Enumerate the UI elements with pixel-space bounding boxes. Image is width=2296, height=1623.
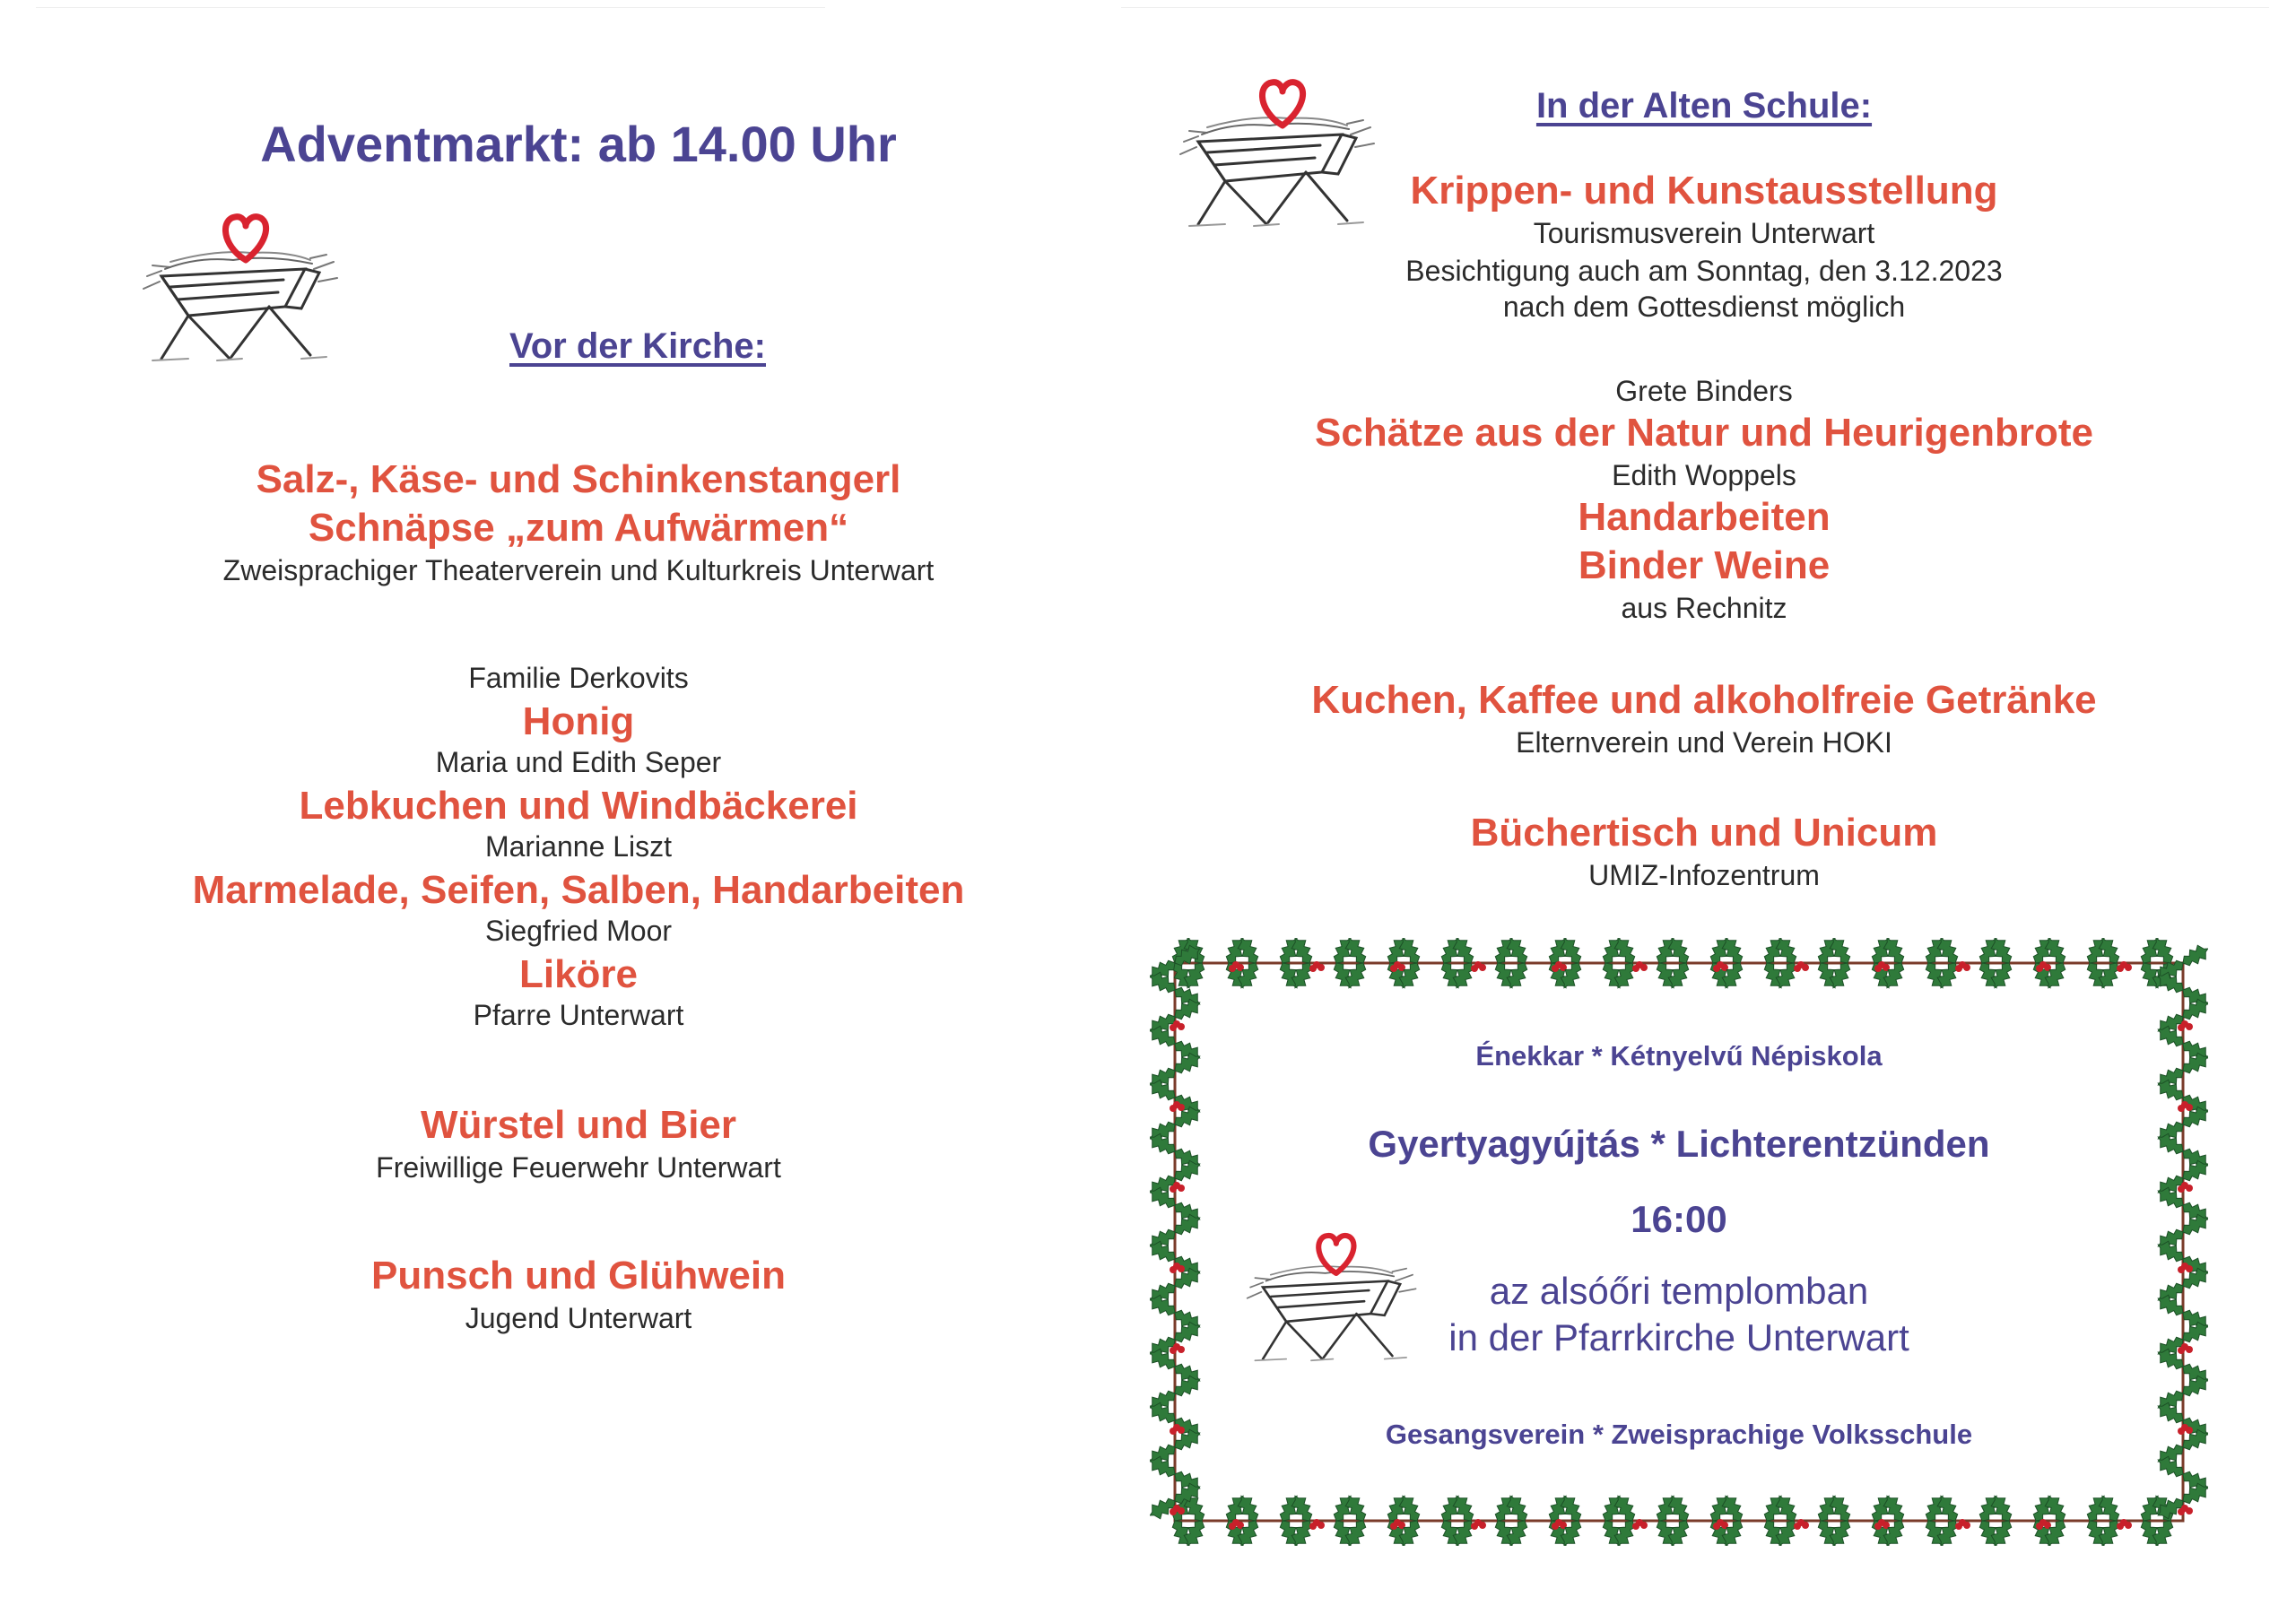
vendor-feuerwehr: Freiwillige Feuerwehr Unterwart [376,1151,781,1184]
vendor-jugend: Jugend Unterwart [465,1302,692,1334]
holly-berry [1170,1024,1177,1031]
holly-berry [2117,965,2124,972]
vendor-umiz: UMIZ-Infozentrum [1588,859,1820,891]
holly-berry [1955,1523,1962,1530]
holly-berry [1309,1523,1317,1530]
item-kuchen-kaffee: Kuchen, Kaffee und alkoholfreie Getränke [1311,678,2097,722]
holly-berry [1713,1523,1720,1530]
holly-berry [2036,1523,2043,1530]
holly-berry [1170,1185,1177,1193]
place-hungarian: az alsóőri templomban [1489,1270,1869,1312]
holly-berry [2178,1105,2185,1112]
item-punsch: Punsch und Glühwein [371,1254,786,1298]
holly-berry [1390,1523,1397,1530]
holly-berry [1802,964,1809,971]
event-time: 16:00 [1631,1198,1727,1240]
vendor-derkovits: Familie Derkovits [468,662,689,694]
headline-adventmarkt: Adventmarkt: ab 14.00 Uhr [260,116,897,172]
holly-berry [1640,1522,1648,1529]
holly-berry [1390,965,1397,972]
holly-berry [2186,1185,2193,1192]
manger-heart-icon [135,206,341,368]
holly-berry [2125,1522,2132,1529]
holly-berry [1794,965,1801,972]
holly-berry [1229,1523,1236,1530]
item-binder-weine: Binder Weine [1578,543,1831,587]
item-krippenausstellung: Krippen- und Kunstausstellung [1410,169,1998,213]
holly-berry [1955,965,1962,972]
item-lebkuchen: Lebkuchen und Windbäckerei [299,784,858,828]
vendor-tourismusverein: Tourismusverein Unterwart [1533,217,1875,249]
item-schnaepse: Schnäpse „zum Aufwärmen“ [308,506,849,550]
vendor-pfarre: Pfarre Unterwart [473,999,684,1031]
holly-frame-box [1150,938,2208,1546]
vendor-seper: Maria und Edith Seper [435,746,722,778]
note-besichtigung: Besichtigung auch am Sonntag, den 3.12.2023 [1405,255,2003,287]
holly-berry [1479,964,1486,971]
candle-lighting-title: Gyertyagyújtás * Lichterentzünden [1368,1123,1990,1165]
scan-edge-line [36,7,825,8]
scan-edge-line [1121,7,2269,8]
holly-berry [2117,1523,2124,1530]
holly-berry [1874,1523,1882,1530]
holly-berry [2178,1185,2185,1193]
holly-berry [1170,1105,1177,1112]
holly-berry [1963,1522,1970,1529]
vendor-woppels: Edith Woppels [1612,459,1796,491]
holly-berry [1471,1523,1478,1530]
holly-berry [1170,1508,1177,1515]
holly-berry [2036,965,2043,972]
holly-berry [1552,1523,1559,1530]
item-buechertisch: Büchertisch und Unicum [1470,811,1938,855]
holly-berry [1640,964,1648,971]
vendor-elternverein: Elternverein und Verein HOKI [1516,726,1892,759]
choir-line-hungarian: Énekkar * Kétnyelvű Népiskola [1475,1040,1883,1072]
choir-line-german: Gesangsverein * Zweisprachige Volksschule [1385,1419,1973,1450]
section-title-alte-schule: In der Alten Schule: [1535,86,1873,126]
holly-berry [1471,965,1478,972]
holly-berry [1178,1507,1185,1515]
holly-berry [2186,1104,2193,1111]
holly-berry [2125,964,2132,971]
note-rechnitz: aus Rechnitz [1621,592,1787,624]
vendor-liszt: Marianne Liszt [484,830,673,863]
holly-berry [1713,965,1720,972]
holly-berry [1552,965,1559,972]
vendor-grete-binders: Grete Binders [1615,375,1793,407]
vendor-moor: Siegfried Moor [484,915,673,947]
holly-berry [2186,1507,2193,1515]
holly-berry [1632,1523,1639,1530]
holly-berry [1229,965,1236,972]
holly-berry [1802,1522,1809,1529]
holly-berry [1963,964,1970,971]
holly-berry [1309,965,1317,972]
item-salzstangerl: Salz-, Käse- und Schinkenstangerl [256,457,901,501]
item-schaetze: Schätze aus der Natur und Heurigenbrote [1315,411,2093,455]
holly-berry [2178,1024,2185,1031]
item-handarbeiten: Handarbeiten [1578,495,1831,539]
holly-berry [1318,964,1325,971]
note-gottesdienst: nach dem Gottesdienst möglich [1502,291,1906,323]
holly-berry [1794,1523,1801,1530]
holly-berry [1874,965,1882,972]
item-wuerstel: Würstel und Bier [420,1103,737,1147]
holly-berry [2186,1023,2193,1030]
holly-berry [1479,1522,1486,1529]
item-marmelade: Marmelade, Seifen, Salben, Handarbeiten [192,868,965,912]
holly-berry [1178,1185,1185,1192]
section-title-vor-der-kirche: Vor der Kirche: [509,326,766,366]
holly-berry [1178,1104,1185,1111]
item-honig: Honig [522,699,635,743]
holly-berry [2178,1508,2185,1515]
place-german: in der Pfarrkirche Unterwart [1448,1316,1909,1358]
item-likoere: Liköre [518,952,639,996]
vendor-theaterverein: Zweisprachiger Theaterverein und Kulturkreis Unterwart [222,554,935,586]
holly-berry [1178,1023,1185,1030]
holly-berry [1632,965,1639,972]
holly-berry [1318,1522,1325,1529]
